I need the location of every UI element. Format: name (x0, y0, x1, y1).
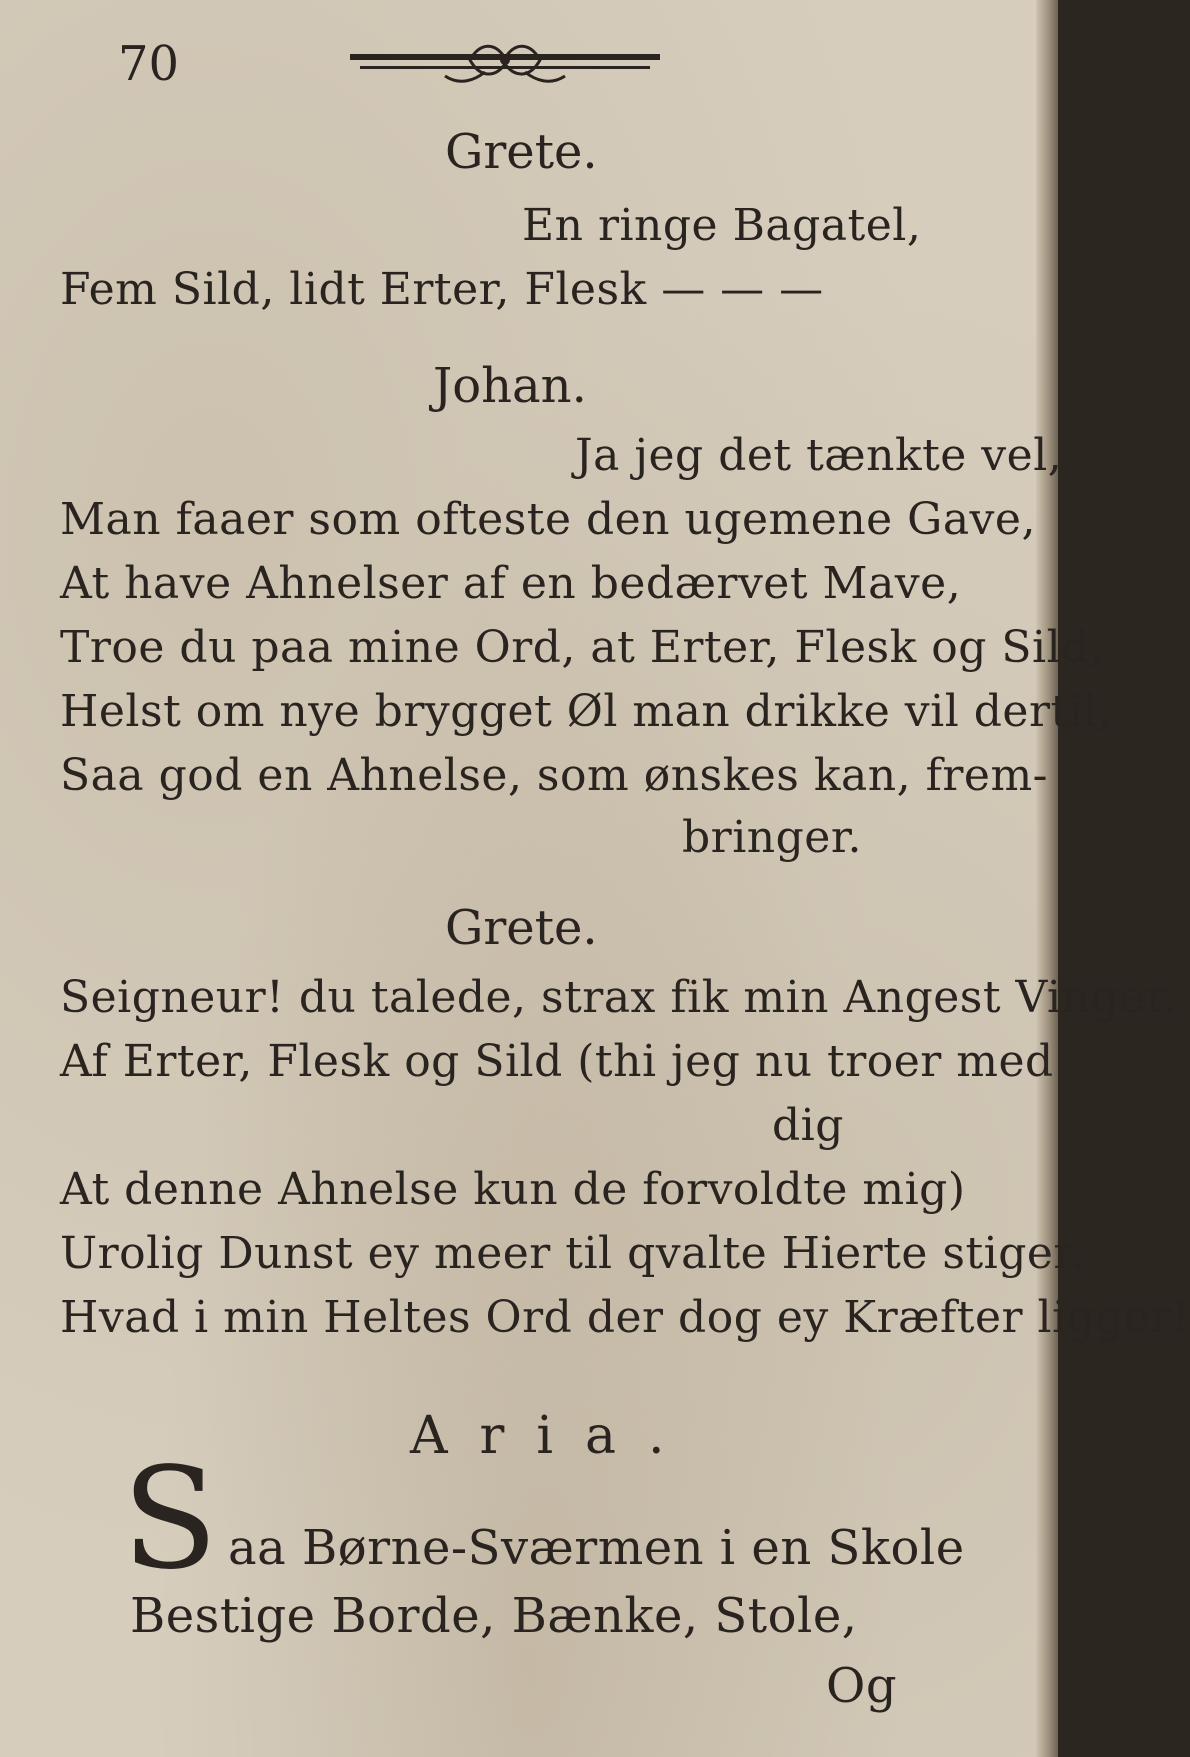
verse-line: Fem Sild, lidt Erter, Flesk — — — (60, 264, 824, 315)
verse-line: At have Ahnelser af en bedærvet Mave, (60, 558, 962, 609)
verse-line: Seigneur! du talede, strax fik min Angest Vinger. (60, 972, 1177, 1023)
catchword: Og (826, 1658, 898, 1714)
page-number: 70 (118, 36, 180, 92)
verse-line: Saa god en Ahnelse, som ønskes kan, frem- (60, 750, 1049, 801)
speaker-johan: Johan. (433, 358, 587, 414)
verse-line: Ja jeg det tænkte vel, (575, 430, 1063, 481)
verse-line: dig (772, 1100, 844, 1151)
verse-line: Bestige Borde, Bænke, Stole, (130, 1588, 858, 1644)
speaker-grete: Grete. (445, 900, 598, 956)
verse-line: Af Erter, Flesk og Sild (thi jeg nu troer med (60, 1036, 1054, 1087)
verse-line: At denne Ahnelse kun de forvoldte mig) (60, 1164, 966, 1215)
verse-line: Urolig Dunst ey meer til qvalte Hierte stiger. (60, 1228, 1085, 1279)
book-spine (1036, 0, 1058, 1757)
verse-line: Man faaer som ofteste den ugemene Gave, (60, 494, 1036, 545)
speaker-grete: Grete. (445, 124, 598, 180)
ornamental-rule-icon (350, 40, 660, 90)
verse-line: Troe du paa mine Ord, at Erter, Flesk og Sild, (60, 622, 1105, 673)
aria-heading: Aria. (410, 1406, 697, 1466)
verse-line: bringer. (682, 812, 862, 863)
verse-line: En ringe Bagatel, (522, 200, 922, 251)
verse-line: aa Børne-Sværmen i en Skole (228, 1520, 965, 1576)
drop-cap: S (122, 1438, 218, 1601)
verse-line: Hvad i min Heltes Ord der dog ey Kræfter ligger! (60, 1292, 1190, 1343)
verse-line: Helst om nye brygget Øl man drikke vil dertil, (60, 686, 1113, 737)
